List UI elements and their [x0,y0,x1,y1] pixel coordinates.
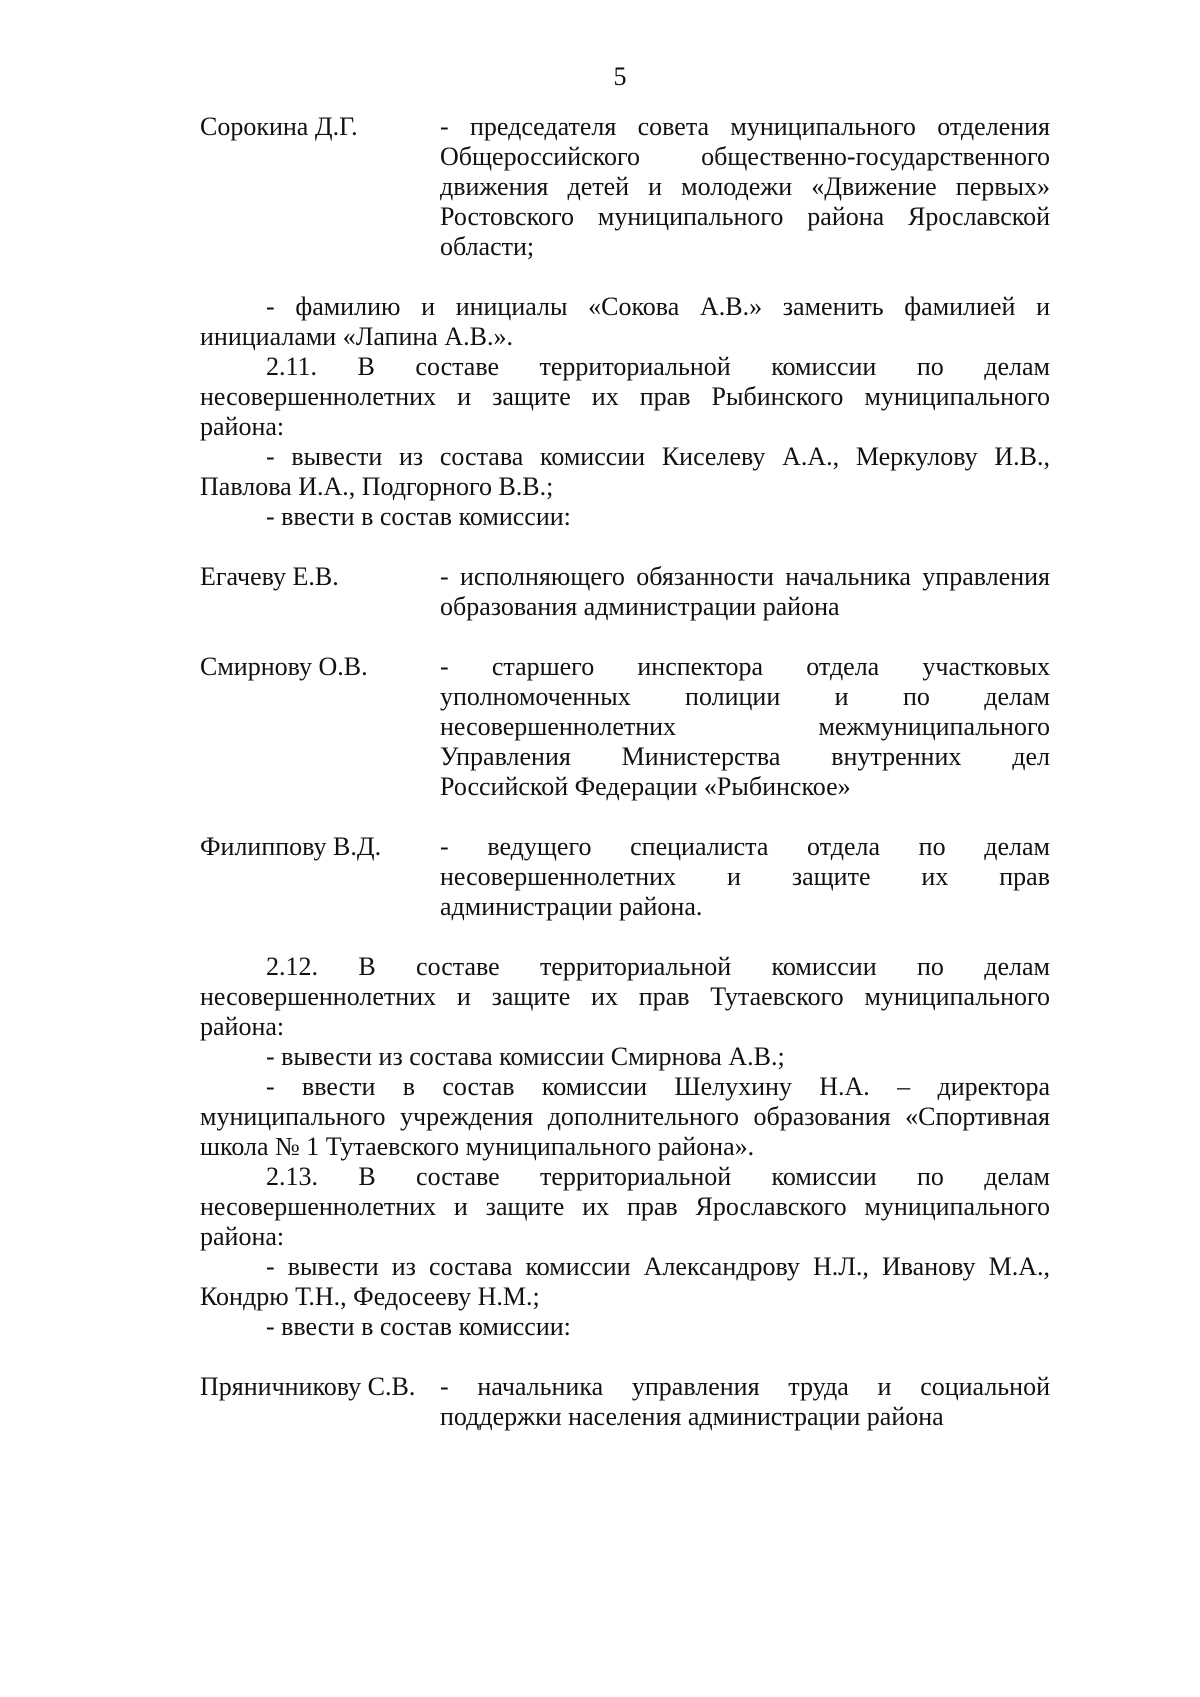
member-name: Пряничникову С.В. [200,1372,416,1401]
page-number: 5 [613,62,627,91]
member-entry-pryanichnikova [200,1372,1050,1432]
paragraph-2-13-remove: - вывести из состава комиссии Александрову Н.Л., Иванову М.А., Кондрю Т.Н., Федосееву Н.М.; [200,1252,1050,1311]
paragraph-2-11-add: - ввести в состав комиссии: [266,502,571,531]
member-name: Егачеву Е.В. [200,562,339,591]
paragraph-2-12-remove: - вывести из состава комиссии Смирнова А.В.; [266,1042,785,1071]
member-entry-smirnova [200,652,1050,802]
member-name: Смирнову О.В. [200,652,368,681]
member-position: - председателя совета муниципального отделения Общероссийского общественно-государственного движения детей и молодежи «Движение первых» Ростовского муниципального района Ярославской области; [440,112,1050,261]
paragraph-2-11-remove: - вывести из состава комиссии Киселеву А.А., Меркулову И.В., Павлова И.А., Подгорного В.В.; [200,442,1050,501]
member-name: Сорокина Д.Г. [200,112,358,141]
member-position: - начальника управления труда и социальной поддержки населения администрации района [440,1372,1050,1431]
paragraph-2-13-add: - ввести в состав комиссии: [266,1312,571,1341]
member-entry-sorokina [200,112,1050,262]
paragraph-2-13: 2.13. В составе территориальной комиссии по делам несовершеннолетних и защите их прав Ярославского муниципального района: [200,1162,1050,1251]
paragraph-2-12: 2.12. В составе территориальной комиссии по делам несовершеннолетних и защите их прав Тутаевского муниципального района: [200,952,1050,1041]
paragraph-2-11: 2.11. В составе территориальной комиссии по делам несовершеннолетних и защите их прав Рыбинского муниципального района: [200,352,1050,441]
member-position: - старшего инспектора отдела участковых уполномоченных полиции и по делам несовершеннолетних межмуниципального Управления Министерства внутренних дел Российской Федерации «Рыбинское» [440,652,1050,801]
member-entry-filippova [200,832,1050,922]
paragraph-2-12-add: - ввести в состав комиссии Шелухину Н.А. – директора муниципального учреждения дополнительного образования «Спортивная школа № 1 Тутаевского муниципального района». [200,1072,1050,1161]
document-body [200,112,1050,1432]
member-position: - исполняющего обязанности начальника управления образования администрации района [440,562,1050,621]
member-name: Филиппову В.Д. [200,832,382,861]
member-position: - ведущего специалиста отдела по делам несовершеннолетних и защите их прав администрации района. [440,832,1050,921]
member-entry-egacheva [200,562,1050,622]
paragraph-sokova-replace: - фамилию и инициалы «Сокова А.В.» заменить фамилией и инициалами «Лапина А.В.». [200,292,1050,351]
